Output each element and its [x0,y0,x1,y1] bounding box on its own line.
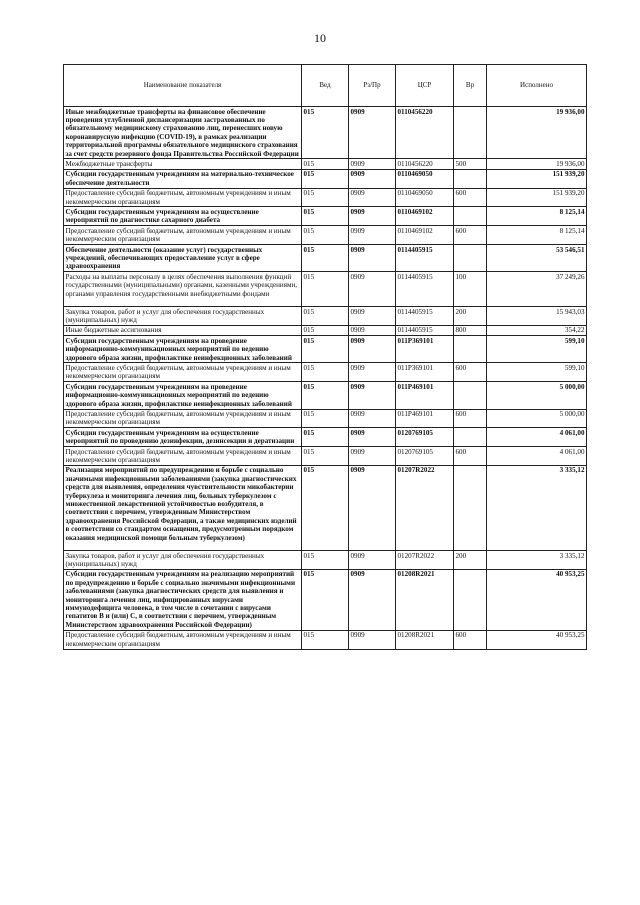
table-row [64,188,587,207]
table-body [64,107,587,650]
table-row [64,336,587,363]
cell-vr [454,169,487,188]
cell-csr: 0110456220 [396,107,454,159]
cell-amount: 40 953,25 [487,569,587,630]
cell-rzpr: 0909 [349,409,396,428]
table-row [64,159,587,169]
cell-amount: 8 125,14 [487,226,587,245]
cell-ved: 015 [302,207,349,226]
table-row [64,465,587,550]
cell-ved: 015 [302,272,349,307]
cell-amount: 151 939,20 [487,169,587,188]
cell-ved: 015 [302,107,349,159]
cell-csr: 0110469102 [396,226,454,245]
cell-ved: 015 [302,409,349,428]
cell-ved: 015 [302,630,349,649]
cell-rzpr: 0909 [349,325,396,335]
cell-rzpr: 0909 [349,428,396,447]
cell-rzpr: 0909 [349,382,396,409]
cell-amount: 37 249,26 [487,272,587,307]
cell-ved: 015 [302,382,349,409]
cell-csr: 011P469101 [396,382,454,409]
cell-ved: 015 [302,226,349,245]
cell-csr: 0114405915 [396,245,454,272]
cell-name: Субсидии государственным учреждениям на проведение информационно-коммуникационных мероприятий по ведению здорового образа жизни, профилактике неинфекционных заболеваний [64,382,302,409]
cell-amount: 354,22 [487,325,587,335]
cell-amount: 53 546,51 [487,245,587,272]
cell-vr: 600 [454,363,487,382]
cell-vr: 600 [454,630,487,649]
cell-rzpr: 0909 [349,447,396,466]
cell-name: Предоставление субсидий бюджетным, автономным учреждениям и иным некоммерческим организациям [64,188,302,207]
cell-amount: 19 936,00 [487,107,587,159]
table-header-row [64,65,587,107]
table-row [64,630,587,649]
cell-vr: 100 [454,272,487,307]
cell-rzpr: 0909 [349,188,396,207]
cell-vr: 500 [454,159,487,169]
cell-vr: 600 [454,188,487,207]
cell-csr: 0114405915 [396,272,454,307]
cell-csr: 0110456220 [396,159,454,169]
cell-amount: 5 000,00 [487,409,587,428]
cell-rzpr: 0909 [349,465,396,550]
cell-name: Субсидии государственным учреждениям на осуществление мероприятий по диагностике сахарного диабета [64,207,302,226]
cell-vr: 200 [454,551,487,570]
cell-vr [454,569,487,630]
cell-name: Субсидии государственным учреждениям на проведение информационно-коммуникационных мероприятий по ведению здорового образа жизни, профилактике неинфекционных заболеваний [64,336,302,363]
cell-name: Предоставление субсидий бюджетным, автономным учреждениям и иным некоммерческим организациям [64,630,302,649]
cell-ved: 015 [302,325,349,335]
cell-rzpr: 0909 [349,159,396,169]
cell-vr: 200 [454,307,487,326]
cell-amount: 8 125,14 [487,207,587,226]
column-header-csr: ЦСР [396,65,454,107]
cell-amount: 5 000,00 [487,382,587,409]
cell-vr: 600 [454,226,487,245]
cell-name: Предоставление субсидий бюджетным, автономным учреждениям и иным некоммерческим организациям [64,409,302,428]
cell-ved: 015 [302,569,349,630]
cell-csr: 01208R2021 [396,630,454,649]
cell-rzpr: 0909 [349,272,396,307]
cell-name: Межбюджетные трансферты [64,159,302,169]
cell-amount: 3 335,12 [487,551,587,570]
cell-ved: 015 [302,169,349,188]
cell-rzpr: 0909 [349,107,396,159]
cell-rzpr: 0909 [349,169,396,188]
cell-ved: 015 [302,447,349,466]
cell-csr: 0114405915 [396,325,454,335]
cell-rzpr: 0909 [349,336,396,363]
cell-rzpr: 0909 [349,551,396,570]
cell-csr: 011P369101 [396,336,454,363]
cell-rzpr: 0909 [349,363,396,382]
cell-amount: 4 061,00 [487,447,587,466]
cell-name: Закупка товаров, работ и услуг для обеспечения государственных (муниципальных) нужд [64,307,302,326]
cell-name: Расходы на выплаты персоналу в целях обеспечения выполнения функций государственными (муниципальными) органами, казенными учреждениями, органами управления государственными внебюджетными фондами [64,272,302,307]
cell-name: Субсидии государственным учреждениям на реализацию мероприятий по предупреждению и борьбе с социально значимыми инфекционными заболеваниями (закупка диагностических средств для выявления и мониторинга лечения лиц, инфицированных вирусами иммунодефицита человека, в том числе в сочетании с вирусами гепатитов В и (или) С, в соответствии с перечнем, утвержденным Министерством здравоохранения Российской Федерации) [64,569,302,630]
cell-amount: 599,10 [487,336,587,363]
table-row [64,245,587,272]
table-row [64,551,587,570]
cell-rzpr: 0909 [349,245,396,272]
cell-ved: 015 [302,465,349,550]
cell-name: Предоставление субсидий бюджетным, автономным учреждениям и иным некоммерческим организациям [64,447,302,466]
table-row [64,226,587,245]
table-row [64,428,587,447]
table-row [64,169,587,188]
cell-vr [454,336,487,363]
table-row [64,409,587,428]
cell-vr [454,382,487,409]
cell-vr [454,245,487,272]
cell-rzpr: 0909 [349,569,396,630]
cell-csr: 011P469101 [396,409,454,428]
cell-vr [454,207,487,226]
cell-csr: 011P369101 [396,363,454,382]
cell-rzpr: 0909 [349,307,396,326]
cell-rzpr: 0909 [349,226,396,245]
cell-csr: 0110469102 [396,207,454,226]
cell-csr: 0114405915 [396,307,454,326]
cell-ved: 015 [302,363,349,382]
cell-vr [454,465,487,550]
cell-csr: 0110469050 [396,169,454,188]
table-row [64,307,587,326]
cell-rzpr: 0909 [349,630,396,649]
cell-ved: 015 [302,307,349,326]
page-number: 10 [314,31,326,45]
cell-name: Предоставление субсидий бюджетным, автономным учреждениям и иным некоммерческим организациям [64,363,302,382]
cell-name: Субсидии государственным учреждениям на осуществление мероприятий по проведению дезинфекции, дезинсекции и дератизации [64,428,302,447]
column-header-rzpr: Рз/Пр [349,65,396,107]
cell-amount: 599,10 [487,363,587,382]
cell-ved: 015 [302,336,349,363]
cell-vr: 800 [454,325,487,335]
cell-csr: 01208R2021 [396,569,454,630]
cell-csr: 01207R2022 [396,465,454,550]
table-row [64,107,587,159]
table-row [64,272,587,307]
cell-amount: 3 335,12 [487,465,587,550]
cell-amount: 19 936,00 [487,159,587,169]
cell-csr: 0110469050 [396,188,454,207]
cell-amount: 15 943,03 [487,307,587,326]
cell-amount: 40 953,25 [487,630,587,649]
cell-name: Иные бюджетные ассигнования [64,325,302,335]
cell-ved: 015 [302,159,349,169]
table-row [64,363,587,382]
table-row [64,382,587,409]
cell-vr [454,428,487,447]
column-header-ved: Вед [302,65,349,107]
table-row [64,447,587,466]
cell-name: Иные межбюджетные трансферты на финансовое обеспечение проведения углубленной диспансеризации застрахованных по обязательному медицинскому страхованию лиц, перенесших новую коронавирусную инфекцию (COVID-19), в рамках реализации территориальной программы обязательного медицинского страхования за счет средств резервного фонда Правительства Российской Федерации [64,107,302,159]
cell-csr: 0120769105 [396,447,454,466]
cell-ved: 015 [302,245,349,272]
column-header-vr: Вр [454,65,487,107]
cell-name: Субсидии государственным учреждениям на материально-техническое обеспечение деятельности [64,169,302,188]
cell-ved: 015 [302,551,349,570]
cell-rzpr: 0909 [349,207,396,226]
cell-ved: 015 [302,428,349,447]
cell-name: Закупка товаров, работ и услуг для обеспечения государственных (муниципальных) нужд [64,551,302,570]
cell-name: Предоставление субсидий бюджетным, автономным учреждениям и иным некоммерческим организациям [64,226,302,245]
cell-name: Обеспечение деятельности (оказание услуг) государственных учреждений, обеспечивающих предоставление услуг в сфере здравоохранения [64,245,302,272]
cell-amount: 151 939,20 [487,188,587,207]
cell-csr: 01207R2022 [396,551,454,570]
cell-ved: 015 [302,188,349,207]
cell-vr: 600 [454,447,487,466]
cell-csr: 0120769105 [396,428,454,447]
column-header-executed: Исполнено [487,65,587,107]
cell-vr: 600 [454,409,487,428]
budget-execution-table [63,64,587,650]
column-header-name: Наименование показателя [64,65,302,107]
table-row [64,207,587,226]
cell-name: Реализация мероприятий по предупреждению и борьбе с социально значимыми инфекционными заболеваниями (закупка диагностических средств для выявления, определения чувствительности микобактерии туберкулеза и мониторинга лечения лиц, больных туберкулезом с множественной лекарственной устойчивостью возбудителя, в соответствии с перечнем, утвержденным Министерством здравоохранения Российской Федерации, а также медицинских изделий в соответствии со стандартом оснащения, предусмотренным порядком оказания медицинской помощи больным туберкулезом) [64,465,302,550]
table-row [64,325,587,335]
table-row [64,569,587,630]
cell-vr [454,107,487,159]
cell-amount: 4 061,00 [487,428,587,447]
